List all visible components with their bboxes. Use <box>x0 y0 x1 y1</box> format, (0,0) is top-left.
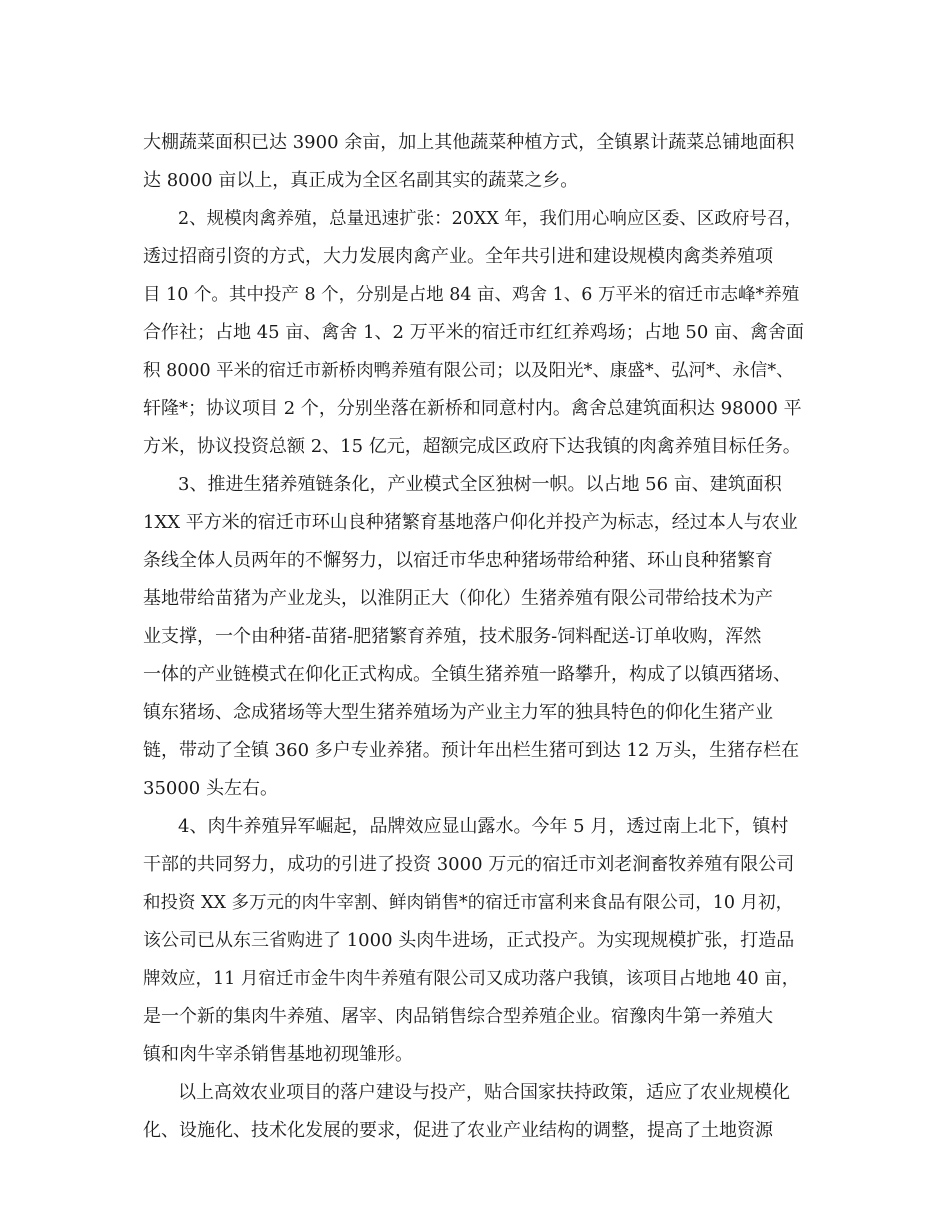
text-line: 积 8000 平米的宿迁市新桥肉鸭养殖有限公司；以及阳光*、康盛*、弘河*、永信*、 <box>143 361 794 381</box>
text-line: 镇东猪场、念成猪场等大型生猪养殖场为产业主力军的独具特色的仰化生猪产业 <box>143 702 773 723</box>
paragraph-start-line: 以上高效农业项目的落户建设与投产，贴合国家扶持政策，适应了农业规模化 <box>178 1082 790 1103</box>
text-line: 牌效应，11 月宿迁市金牛肉牛养殖有限公司又成功落户我镇，该项目占地地 40 亩， <box>143 969 800 989</box>
text-line: 35000 头左右。 <box>143 778 278 799</box>
text-line: 1XX 平方米的宿迁市环山良种猪繁育基地落户仰化并投产为标志，经过本人与农业 <box>143 512 798 533</box>
text-line: 透过招商引资的方式，大力发展肉禽产业。全年共引进和建设规模肉禽类养殖项 <box>143 246 773 267</box>
text-line: 轩隆*；协议项目 2 个，分别坐落在新桥和同意村内。禽舍总建筑面积达 98000 平 <box>143 398 802 419</box>
text-line: 方米，协议投资总额 2、15 亿元，超额完成区政府下达我镇的肉禽养殖目标任务。 <box>143 436 801 457</box>
text-line: 链，带动了全镇 360 多户专业养猪。预计年出栏生猪可到达 12 万头，生猪存栏在 <box>143 740 800 761</box>
text-line: 该公司已从东三省购进了 1000 头肉牛进场，正式投产。为实现规模扩张，打造品 <box>143 930 795 951</box>
text-line: 是一个新的集肉牛养殖、屠宰、肉品销售综合型养殖企业。宿豫肉牛第一养殖大 <box>143 1006 773 1027</box>
paragraph-start-line: 3、推进生猪养殖链条化，产业模式全区独树一帜。以占地 56 亩、建筑面积 <box>178 474 782 495</box>
text-line: 基地带给苗猪为产业龙头，以淮阴正大（仰化）生猪养殖有限公司带给技术为产 <box>143 588 773 609</box>
text-line: 达 8000 亩以上，真正成为全区名副其实的蔬菜之乡。 <box>143 170 579 191</box>
paragraph-start-line: 4、肉牛养殖异军崛起，品牌效应显山露水。今年 5 月，透过南上北下，镇村 <box>178 816 789 837</box>
text-line: 和投资 XX 多万元的肉牛宰割、鲜肉销售*的宿迁市富利来食品有限公司，10 月初， <box>143 893 794 913</box>
text-line: 条线全体人员两年的不懈努力，以宿迁市华忠种猪场带给种猪、环山良种猪繁育 <box>143 550 773 571</box>
text-line: 目 10 个。其中投产 8 个，分别是占地 84 亩、鸡舍 1、6 万平米的宿迁市志峰*养殖 <box>143 285 800 305</box>
text-line: 干部的共同努力，成功的引进了投资 3000 万元的宿迁市刘老涧畜牧养殖有限公司 <box>143 854 795 875</box>
text-line: 化、设施化、技术化发展的要求，促进了农业产业结构的调整，提高了土地资源 <box>143 1120 773 1141</box>
text-line: 大棚蔬菜面积已达 3900 余亩，加上其他蔬菜种植方式，全镇累计蔬菜总铺地面积 <box>143 132 795 153</box>
text-line: 一体的产业链模式在仰化正式构成。全镇生猪养殖一路攀升，构成了以镇西猪场、 <box>143 664 791 685</box>
text-line: 镇和肉牛宰杀销售基地初现雏形。 <box>143 1044 413 1065</box>
paragraph-start-line: 2、规模肉禽养殖，总量迅速扩张：20XX 年，我们用心响应区委、区政府号召， <box>178 209 802 229</box>
text-line: 合作社；占地 45 亩、禽舍 1、2 万平米的宿迁市红红养鸡场；占地 50 亩、禽舍面 <box>143 322 805 343</box>
text-line: 业支撑，一个由种猪-苗猪-肥猪繁育养殖，技术服务-饲料配送-订单收购，浑然 <box>143 626 762 647</box>
